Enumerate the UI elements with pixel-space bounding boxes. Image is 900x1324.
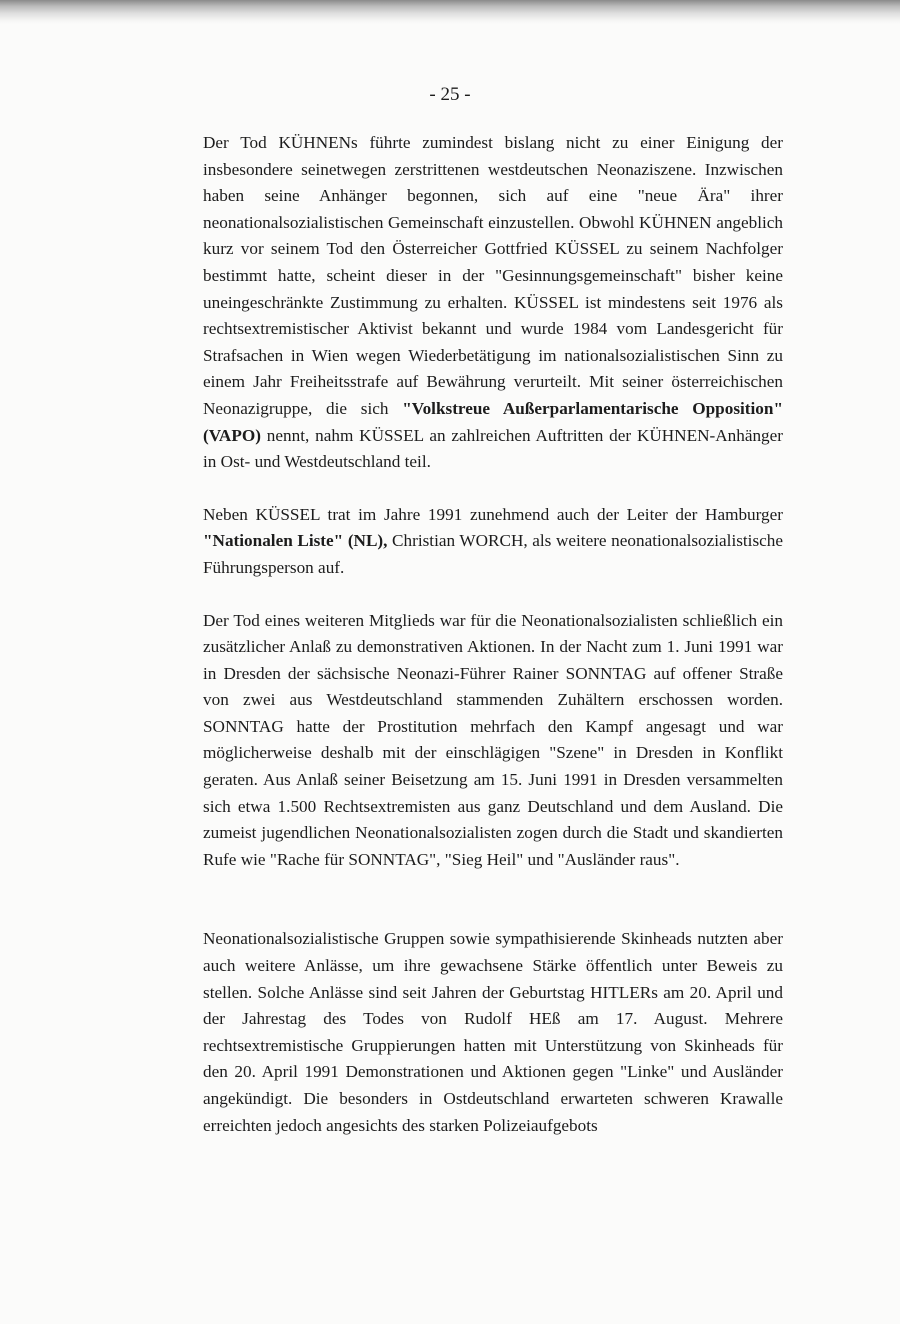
text-segment: Neben KÜSSEL trat im Jahre 1991 zunehmend auch der Leiter der Hamburger [203, 504, 783, 524]
scan-top-edge [0, 0, 900, 24]
page-number: - 25 - [429, 84, 471, 105]
text-segment: Neonationalsozialistische Gruppen sowie sympathisierende Skinheads nutzten aber auch weitere Anlässe, um ihre gewachsene Stärke öffentlich unter Beweis zu stellen. Solche Anlässe sind seit Jahren der Geburtstag HITLERs am 20. April und der Jahrestag des Todes von Rudolf HEß am 17. August. Mehrere rechtsextremistische Gruppierungen hatten mit Unterstützung von Skinheads für den 20. April 1991 Demonstrationen und Aktionen gegen "Linke" und Ausländer angekündigt. Die besonders in Ostdeutschland erwarteten schweren Krawalle erreichten jedoch angesichts des starken Polizeiaufgebots [203, 929, 783, 1135]
paragraph-3 [203, 608, 783, 874]
text-segment: Christian WORCH, als weitere neonationalsozialistische Führungsperson auf. [203, 531, 783, 577]
body-text [203, 130, 783, 1139]
paragraph-1 [203, 130, 783, 476]
paragraph-4 [203, 926, 783, 1139]
org-name-vapo: "Volkstreue Außerparlamentarische Opposition" (VAPO) [203, 398, 783, 445]
paragraph-2 [203, 502, 783, 582]
text-segment: Der Tod eines weiteren Mitglieds war für die Neonationalsozialisten schließlich ein zusätzlicher Anlaß zu demonstrativen Aktionen. In der Nacht zum 1. Juni 1991 war in Dresden der sächsische Neonazi-Führer Rainer SONNTAG auf offener Straße von zwei aus Westdeutschland stammenden Zuhältern erschossen worden. SONNTAG hatte der Prostitution mehrfach den Kampf angesagt und war möglicherweise deshalb mit der einschlägigen "Szene" in Dresden in Konflikt geraten. Aus Anlaß seiner Beisetzung am 15. Juni 1991 in Dresden versammelten sich etwa 1.500 Rechtsextremisten aus ganz Deutschland und dem Ausland. Die zumeist jugendlichen Neonationalsozialisten zogen durch die Stadt und skandierten Rufe wie "Rache für SONNTAG", "Sieg Heil" und "Ausländer raus". [203, 610, 783, 869]
org-name-nl: "Nationalen Liste" (NL), [203, 531, 388, 551]
text-segment: Der Tod KÜHNENs führte zumindest bislang nicht zu einer Einigung der insbesondere seinetwegen zerstrittenen westdeutschen Neonaziszene. Inzwischen haben seine Anhänger begonnen, sich auf eine "neue Ära" ihrer neonationalsozialistischen Gemeinschaft einzustellen. Obwohl KÜHNEN angeblich kurz vor seinem Tod den Österreicher Gottfried KÜSSEL zu seinem Nachfolger bestimmt hatte, scheint dieser in der "Gesinnungsgemeinschaft" bisher keine uneingeschränkte Zustimmung zu erhalten. KÜSSEL ist mindestens seit 1976 als rechtsextremistischer Aktivist bekannt und wurde 1984 vom Landesgericht für Strafsachen in Wien wegen Wiederbetätigung im nationalsozialistischen Sinn zu einem Jahr Freiheitsstrafe auf Bewährung verurteilt. Mit seiner österreichischen Neonazigruppe, die sich [203, 133, 783, 418]
text-segment: nennt, nahm KÜSSEL an zahlreichen Auftritten der KÜHNEN-Anhänger in Ost- und Westdeutschland teil. [203, 425, 783, 472]
